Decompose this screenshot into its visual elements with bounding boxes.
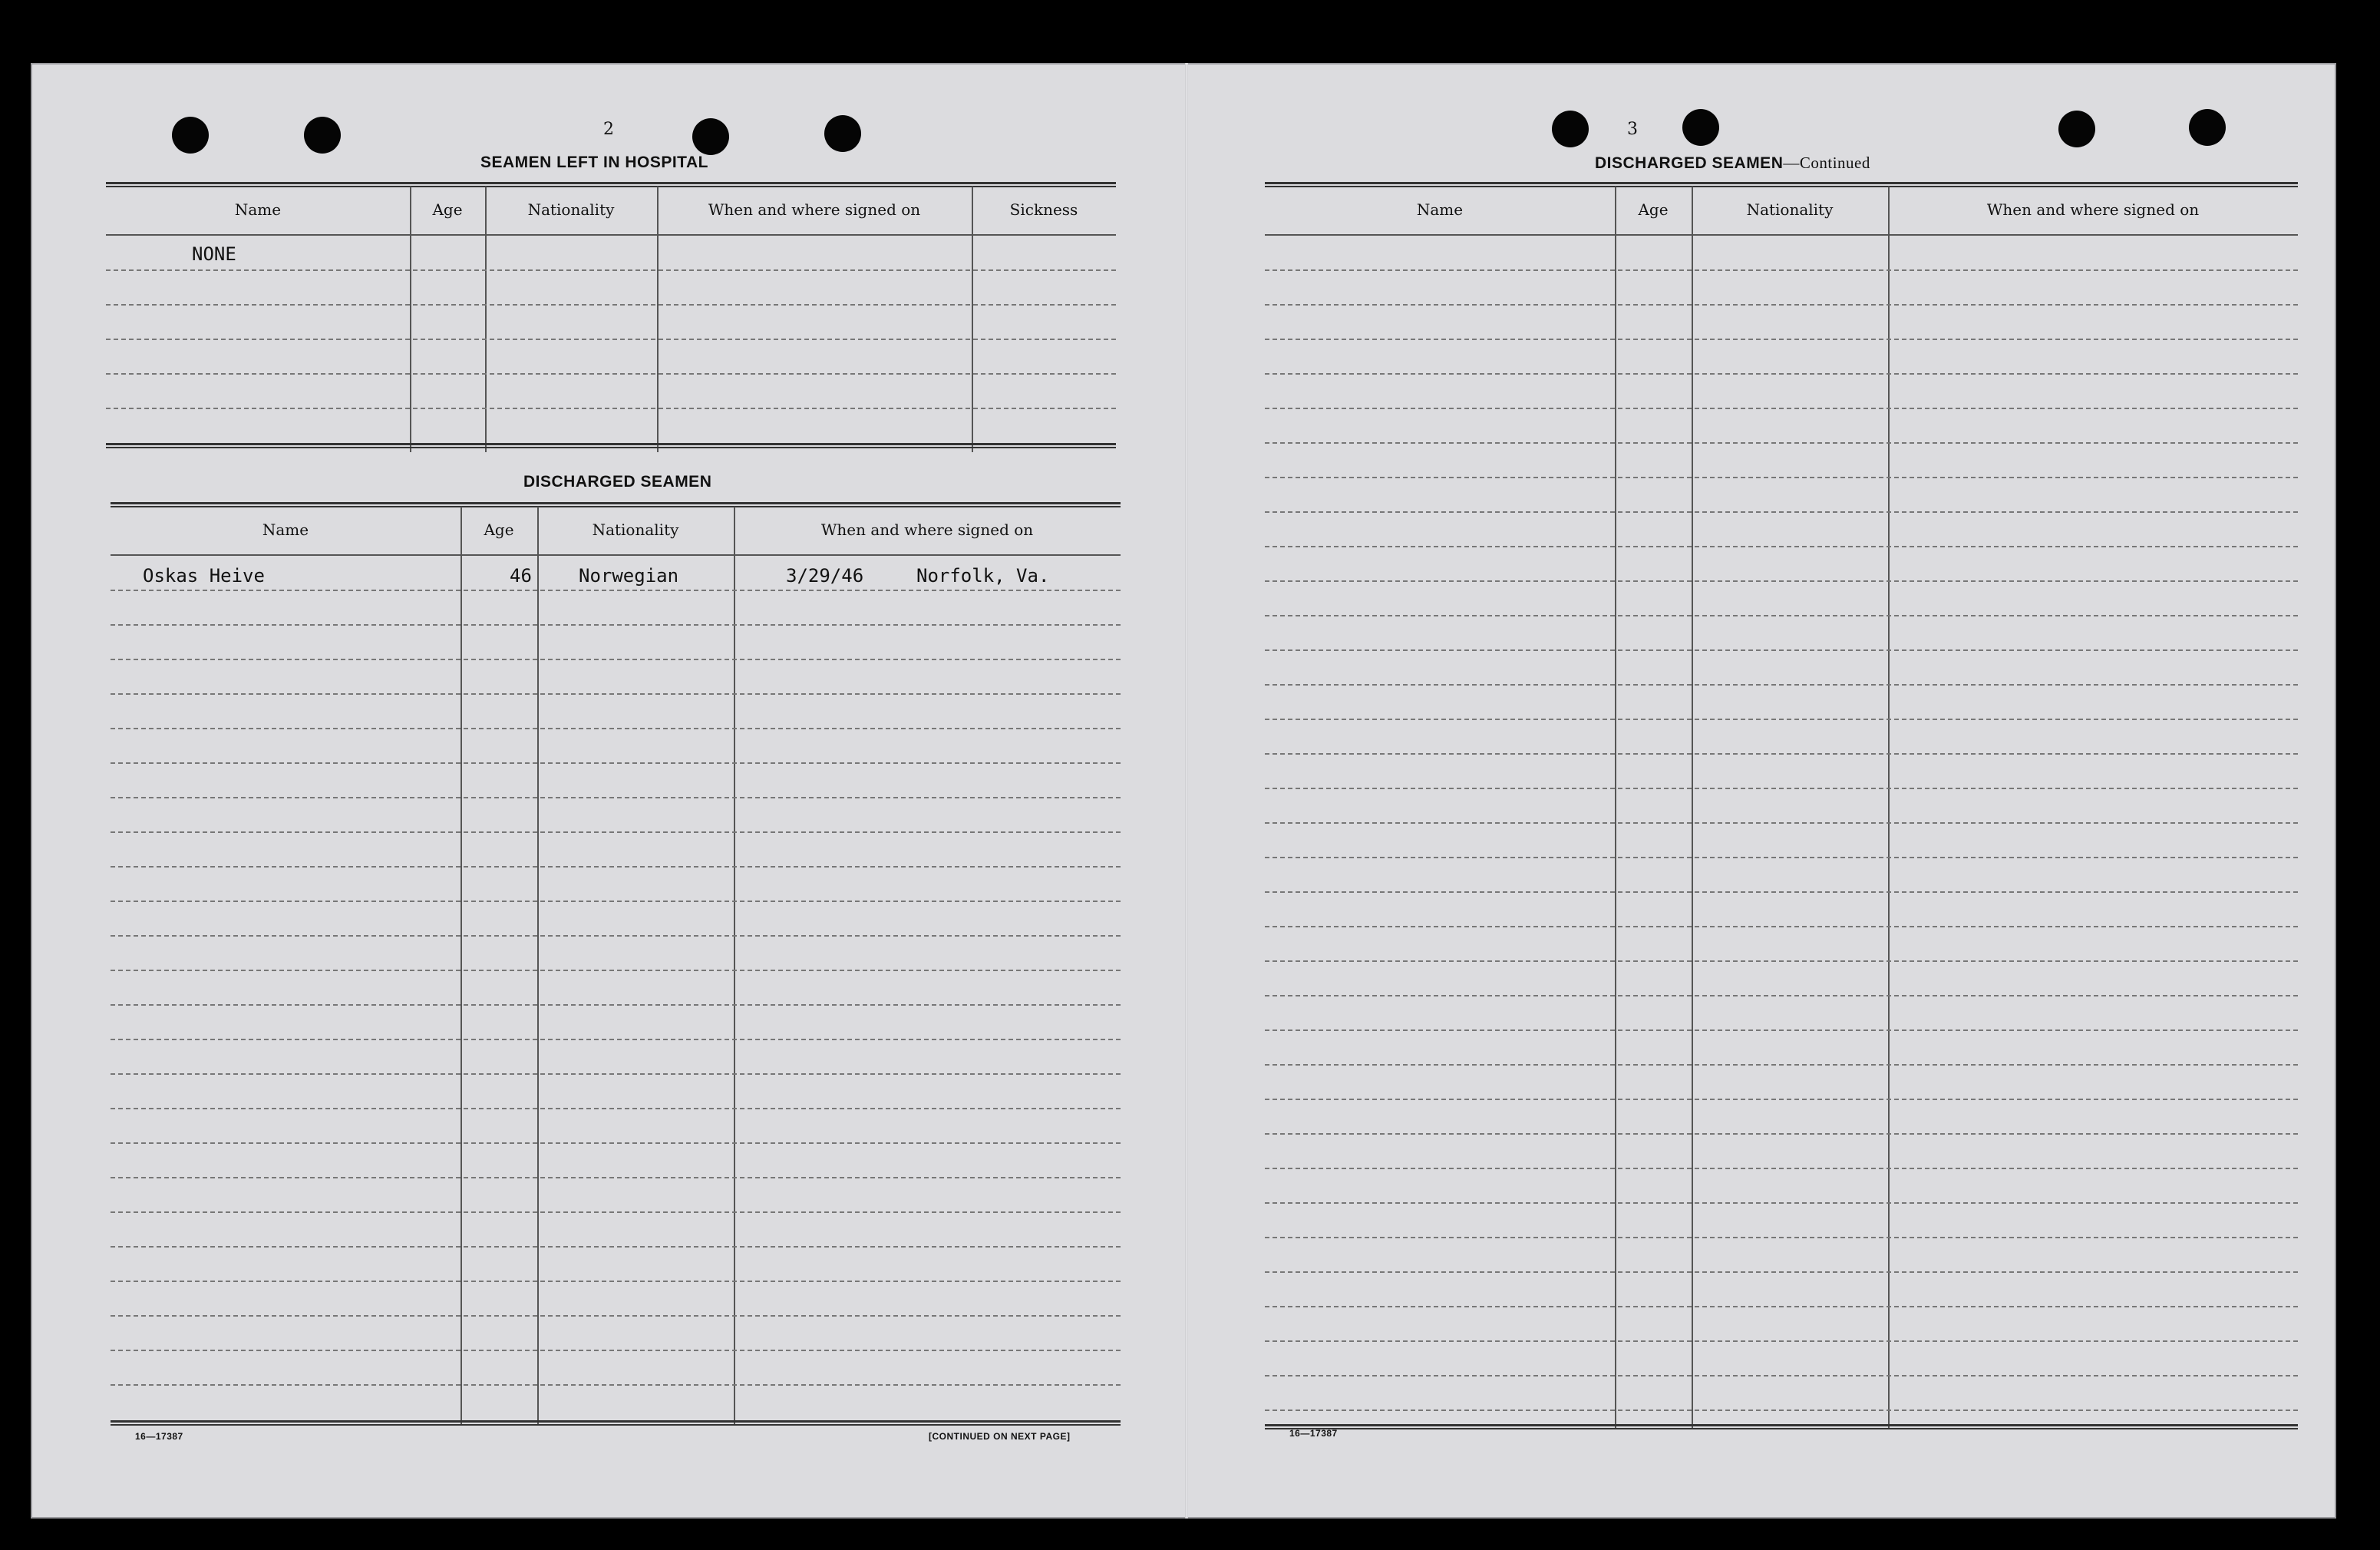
hospital-col-age: Age: [432, 200, 463, 219]
ruled-line: [111, 935, 1121, 937]
ruled-line: [111, 1108, 1121, 1109]
ruled-line: [111, 1004, 1121, 1006]
ruled-line: [1265, 926, 2298, 927]
ruled-line: [1265, 339, 2298, 340]
punch-hole: [1552, 111, 1589, 147]
ruled-line: [111, 1350, 1121, 1351]
seaman-signed-date: 3/29/46: [786, 565, 864, 587]
seaman-age: 46: [510, 565, 532, 587]
ruled-line: [1265, 960, 2298, 962]
title-main: DISCHARGED SEAMEN: [1595, 154, 1784, 172]
continued-note: [CONTINUED ON NEXT PAGE]: [929, 1431, 1071, 1442]
ruled-line: [111, 1039, 1121, 1040]
ruled-line: [111, 659, 1121, 660]
ruled-line: [111, 1281, 1121, 1282]
page-number-right: 3: [1627, 120, 1638, 139]
punch-hole: [2189, 109, 2226, 146]
right-col-name: Name: [1416, 200, 1464, 219]
ruled-line: [1265, 995, 2298, 996]
ruled-line: [1265, 649, 2298, 651]
ruled-line: [1265, 546, 2298, 547]
discharged-col-signed-on: When and where signed on: [820, 521, 1034, 539]
ruled-line: [111, 1211, 1121, 1213]
form-number-left: 16—17387: [135, 1431, 183, 1442]
hospital-col-signed-on: When and where signed on: [708, 200, 921, 219]
ruled-line: [111, 866, 1121, 868]
ruled-line: [111, 1177, 1121, 1178]
seaman-nationality: Norwegian: [579, 565, 679, 587]
hospital-col-nationality: Nationality: [527, 200, 615, 219]
ruled-line: [1265, 1099, 2298, 1100]
ruled-line: [111, 1246, 1121, 1248]
hospital-entry-none: NONE: [192, 243, 236, 265]
page-number-left: 2: [603, 120, 614, 139]
ruled-line: [111, 728, 1121, 729]
hospital-col-sickness: Sickness: [1009, 200, 1078, 219]
ruled-line: [1265, 304, 2298, 306]
discharged-col-name: Name: [262, 521, 309, 539]
ruled-line: [1265, 477, 2298, 478]
ruled-line: [1265, 373, 2298, 375]
ruled-line: [111, 1384, 1121, 1386]
ruled-line: [1265, 1271, 2298, 1273]
ruled-line: [111, 693, 1121, 695]
seaman-signed-place: Norfolk, Va.: [916, 565, 1050, 587]
discharged-table-right: [1265, 182, 2298, 1502]
ruled-line: [111, 970, 1121, 971]
ruled-line: [1265, 719, 2298, 720]
punch-hole: [304, 117, 341, 154]
right-col-nationality: Nationality: [1746, 200, 1834, 219]
ruled-line: [111, 762, 1121, 764]
discharged-table-left: [111, 502, 1121, 1500]
ruled-line: [1265, 442, 2298, 444]
ruled-line: [1265, 511, 2298, 513]
ruled-line: [1265, 580, 2298, 582]
punch-hole: [824, 115, 861, 152]
punch-hole: [2058, 111, 2095, 147]
ruled-line: [1265, 269, 2298, 271]
ruled-line: [1265, 615, 2298, 616]
discharged-col-age: Age: [484, 521, 514, 539]
ruled-line: [1265, 1202, 2298, 1204]
ruled-line: [1265, 788, 2298, 789]
punch-hole: [172, 117, 209, 154]
ruled-line: [1265, 753, 2298, 755]
title-continued: —Continued: [1783, 154, 1870, 172]
ruled-line: [111, 1073, 1121, 1075]
hospital-col-name: Name: [234, 200, 282, 219]
ruled-line: [111, 831, 1121, 833]
discharged-col-nationality: Nationality: [592, 521, 679, 539]
ruled-line: [1265, 1375, 2298, 1376]
form-number-right: 16—17387: [1289, 1428, 1338, 1439]
ruled-line: [1265, 891, 2298, 893]
right-col-signed-on: When and where signed on: [1986, 200, 2200, 219]
seaman-name: Oskas Heive: [143, 565, 265, 587]
discharged-continued-title: [1595, 154, 1870, 173]
ruled-line: [1265, 1168, 2298, 1169]
ruled-line: [111, 1315, 1121, 1317]
ruled-line: [1265, 408, 2298, 409]
ruled-line: [1265, 1133, 2298, 1135]
document-sheet: [31, 63, 2336, 1519]
hospital-table: [106, 182, 1116, 520]
punch-hole: [692, 118, 729, 155]
ruled-line: [111, 1142, 1121, 1144]
ruled-line: [1265, 684, 2298, 686]
ruled-line: [1265, 1306, 2298, 1307]
hospital-section-title: SEAMEN LEFT IN HOSPITAL: [480, 154, 708, 171]
ruled-line: [1265, 822, 2298, 824]
ruled-line: [111, 624, 1121, 626]
ruled-line: [1265, 1340, 2298, 1342]
punch-hole: [1682, 109, 1719, 146]
ruled-line: [1265, 1029, 2298, 1031]
right-col-age: Age: [1638, 200, 1669, 219]
ruled-line: [1265, 1237, 2298, 1238]
ruled-line: [111, 797, 1121, 798]
ruled-line: [1265, 857, 2298, 858]
ruled-line: [1265, 1410, 2298, 1411]
ruled-line: [1265, 1064, 2298, 1066]
ruled-line: [111, 901, 1121, 902]
discharged-section-title: DISCHARGED SEAMEN: [523, 473, 712, 491]
page-fold: [1185, 63, 1188, 1519]
ruled-line: [111, 590, 1121, 591]
